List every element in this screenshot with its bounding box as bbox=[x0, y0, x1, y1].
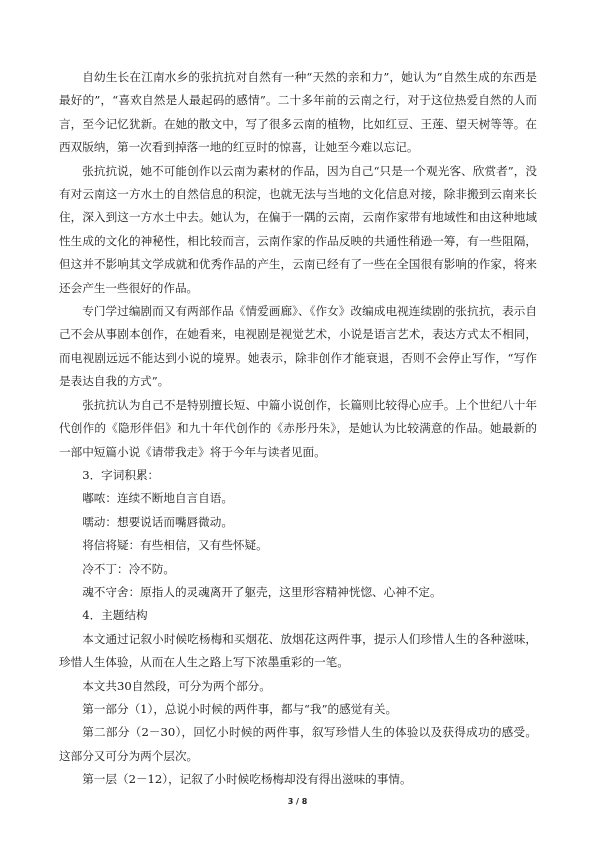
paragraph-nature-affinity: 自幼生长在江南水乡的张抗抗对自然有一种“天然的亲和力”，她认为“自然生成的东西是最好的”，“喜欢自然是人最起码的感情”。二十多年前的云南之行，对于这位热爱自然的人而言，至今记忆犹新。在她的散文中，写了很多云南的植物，比如红豆、王莲、望天树等等。在西双版纳，第一次看到掉落一地的红豆时的惊喜，让她至今难以忘记。 bbox=[59, 70, 537, 155]
paragraph-yunnan-writing: 张抗抗说，她不可能创作以云南为素材的作品，因为自己“只是一个观光客、欣赏者”，没有对云南这一方水土的自然信息的积淀，也就无法与当地的文化信息对接，除非搬到云南来长住，深入到这一方水土中去。她认为，在偏于一隅的云南，云南作家带有地域性和由这种地域性生成的文化的神秘性，相比较而言，云南作家的作品反映的共通性稍逊一筹，有一些阻隔，但这并不影响其文学成就和优秀作品的产生，云南已经有了一些在全国很有影响的作家，将来还会产生一些很好的作品。 bbox=[59, 163, 537, 295]
vocab-entry: 冷不丁：冷不防。 bbox=[82, 561, 175, 576]
document-body bbox=[59, 66, 537, 792]
paragraph-novel-works: 张抗抗认为自己不是特别擅长短、中篇小说创作，长篇则比较得心应手。上个世纪八十年代创作的《隐形伴侣》和九十年代创作的《赤彤丹朱》，是她认为比较满意的作品。她最新的一部中短篇小说《请带我走》将于今年与读者见面。 bbox=[59, 397, 537, 459]
paragraph-part-one: 第一部分（1），总说小时候的两件事，都与“我”的感觉有关。 bbox=[82, 701, 398, 716]
paragraph-structure-count: 本文共30自然段，可分为两个部分。 bbox=[82, 678, 271, 693]
vocab-entry: 嚅动：想要说话而嘴唇微动。 bbox=[82, 514, 233, 529]
paragraph-part-two: 第二部分（2－30），回忆小时候的两件事，叙写珍惜人生的体验以及获得成功的感受。这部分又可分为两个层次。 bbox=[59, 725, 537, 763]
section-heading-vocabulary: 3．字词积累： bbox=[82, 467, 160, 482]
section-heading-theme-structure: 4．主题结构 bbox=[82, 608, 148, 623]
vocab-entry: 嘟哝：连续不断地自言自语。 bbox=[82, 491, 233, 506]
vocab-entry: 魂不守舍：原指人的灵魂离开了躯壳，这里形容精神恍惚、心神不定。 bbox=[82, 584, 442, 599]
paragraph-screenwriting: 专门学过编剧而又有两部作品《情爱画廊》、《作女》改编成电视连续剧的张抗抗，表示自己不会从事剧本创作，在她看来，电视剧是视觉艺术，小说是语言艺术，表达方式太不相同，而电视剧远远不能达到小说的境界。她表示，除非创作才能衰退，否则不会停止写作，“写作是表达自我的方式”。 bbox=[59, 304, 537, 389]
paragraph-layer-one: 第一层（2－12），记叙了小时候吃杨梅却没有得出滋味的事情。 bbox=[82, 772, 412, 787]
vocab-entry: 将信将疑：有些相信，又有些怀疑。 bbox=[82, 538, 268, 553]
paragraph-theme: 本文通过记叙小时候吃杨梅和买烟花、放烟花这两件事，提示人们珍惜人生的各种滋味，珍惜人生体验，从而在人生之路上写下浓墨重彩的一笔。 bbox=[59, 631, 537, 670]
page-number: 3 / 8 bbox=[287, 797, 308, 806]
